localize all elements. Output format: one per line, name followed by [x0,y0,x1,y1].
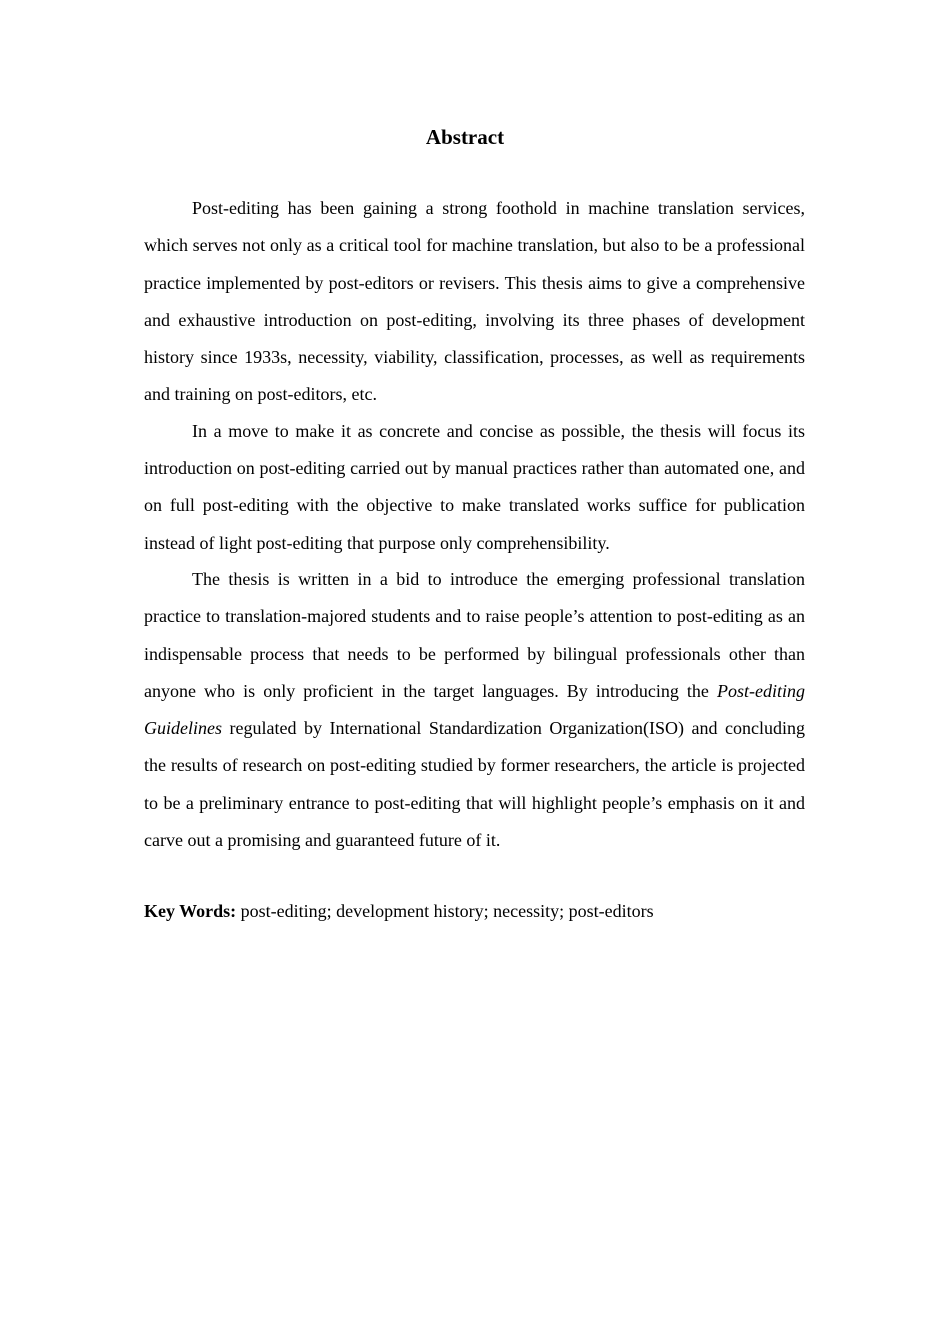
abstract-paragraph-2: In a move to make it as concrete and concise as possible, the thesis will focus its introduction on post-editing carried out by manual practices rather than automated one, and on full post-editing with the objective to make translated works suffice for publication instead of light post-editing that purpose only comprehensibility. [144,420,805,553]
keywords-line [144,896,805,926]
abstract-paragraph-1: Post-editing has been gaining a strong foothold in machine translation services, which serves not only as a critical tool for machine translation, but also to be a professional practice implemented by post-editors or revisers. This thesis aims to give a comprehensive and exhaustive introduction on post-editing, involving its three phases of development history since 1933s, necessity, viability, classification, processes, as well as requirements and training on post-editors, etc. [144,198,805,405]
abstract-body [144,190,805,859]
paragraph-3-text-a: The thesis is written in a bid to introduce the emerging professional translation practice to translation-majored students and to raise people’s attention to post-editing as an indispensable process that needs to be performed by bilingual professionals other than anyone who is only proficient in the target languages. By introducing the [144,568,805,701]
paragraph-3-text-b: regulated by International Standardization Organization(ISO) and concluding the results of research on post-editing studied by former researchers, the article is projected to be a preliminary entrance to post-editing that will highlight people’s emphasis on it and carve out a promising and guaranteed future of it. [144,718,805,851]
keywords-label: Key Words: [144,901,237,921]
abstract-paragraph-3 [144,561,805,859]
abstract-title: Abstract [425,125,505,149]
guidelines-title: Post-editing Guidelines [144,680,805,739]
keywords-text: post-editing; development history; necessity; post-editors [236,901,654,921]
